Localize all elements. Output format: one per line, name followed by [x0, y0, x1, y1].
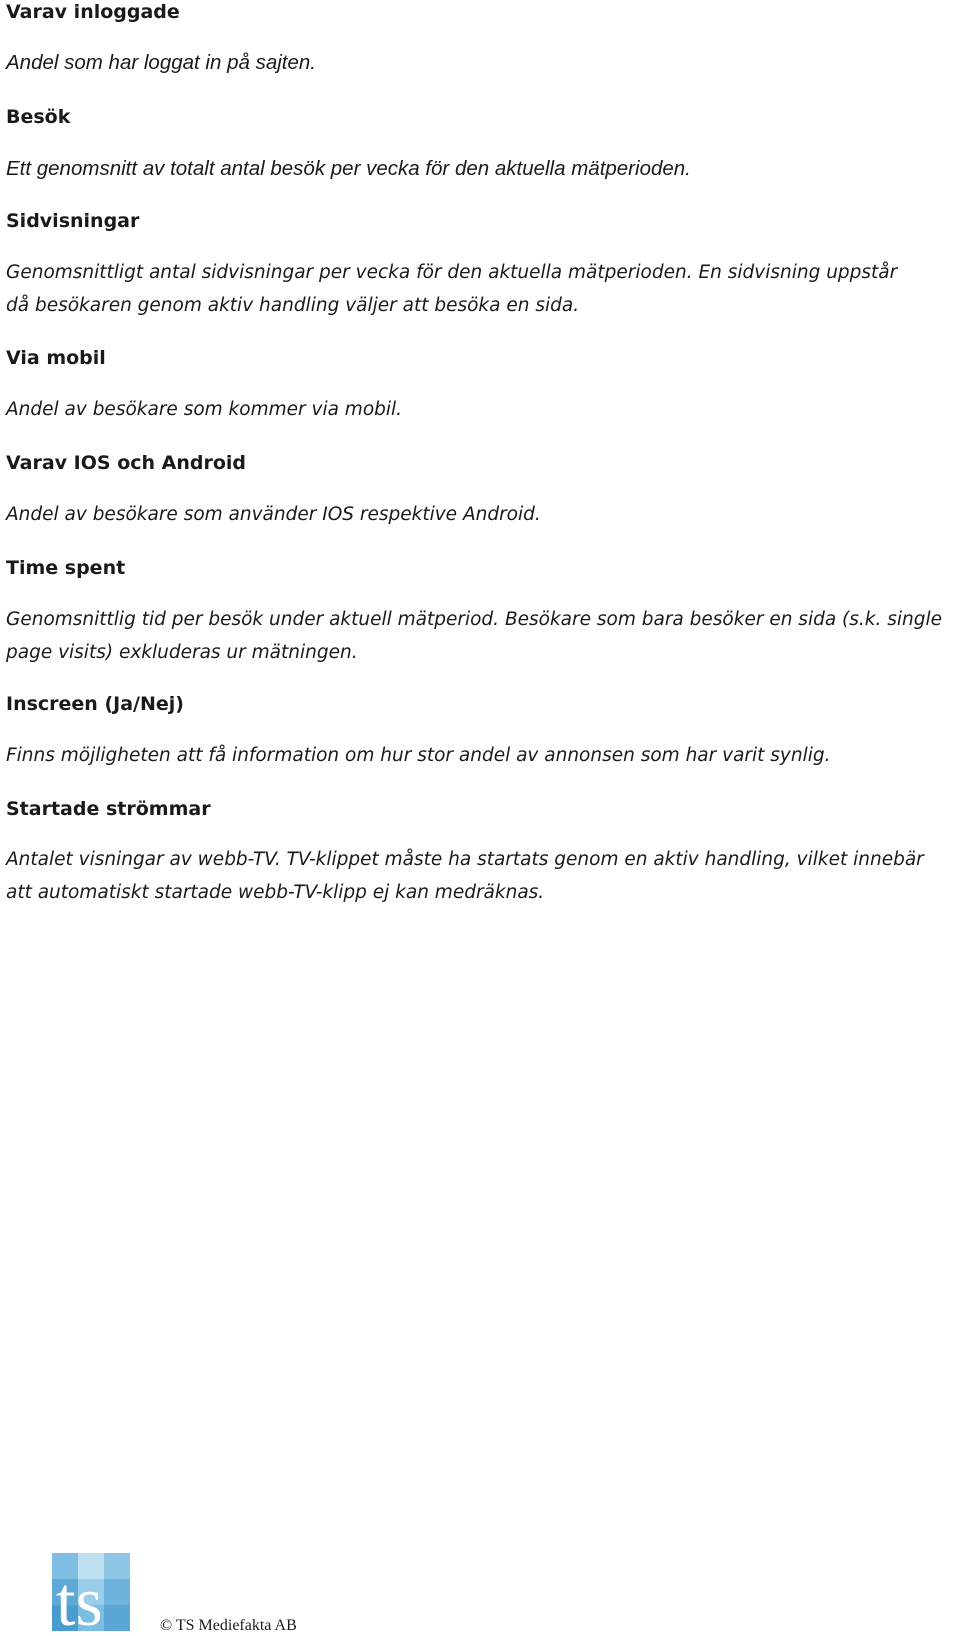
definition-heading: Varav IOS och Android: [6, 452, 247, 474]
definition-description: Antalet visningar av webb-TV. TV-klippet måste ha startats genom en aktiv handling, vilket innebär att automatiskt startade webb-TV-klipp ej kan medräknas.: [6, 849, 924, 903]
definition-heading: Besök: [6, 106, 71, 128]
definition-description: Andel som har loggat in på sajten.: [6, 51, 316, 74]
definition-heading: Via mobil: [6, 347, 106, 369]
definition-description: Andel av besökare som kommer via mobil.: [6, 399, 403, 420]
definition-description: Genomsnittlig tid per besök under aktuell mätperiod. Besökare som bara besöker en sida (s.k. single page visits) exkluderas ur mätningen.: [6, 609, 943, 663]
logo-text: ts: [56, 1564, 103, 1631]
definition-entry: [6, 0, 180, 24]
definition-description: Ett genomsnitt av totalt antal besök per vecka för den aktuella mätperioden.: [6, 157, 691, 180]
copyright-text: © TS Mediefakta AB: [160, 1617, 297, 1634]
definition-description: Andel av besökare som använder IOS respektive Android.: [6, 504, 541, 525]
definition-heading: Startade strömmar: [6, 798, 211, 820]
page-footer: [52, 1553, 312, 1633]
definition-description: Genomsnittligt antal sidvisningar per vecka för den aktuella mätperioden. En sidvisning uppstår då besökaren genom aktiv handling väljer att besöka en sida.: [6, 262, 898, 316]
definition-description: Finns möjligheten att få information om hur stor andel av annonsen som har varit synlig.: [6, 745, 831, 766]
definition-heading: Inscreen (Ja/Nej): [6, 693, 184, 715]
definition-heading: Sidvisningar: [6, 210, 140, 232]
definition-heading: Varav inloggade: [6, 1, 180, 23]
ts-mediefakta-logo: [52, 1553, 130, 1631]
definition-heading: Time spent: [6, 557, 126, 579]
